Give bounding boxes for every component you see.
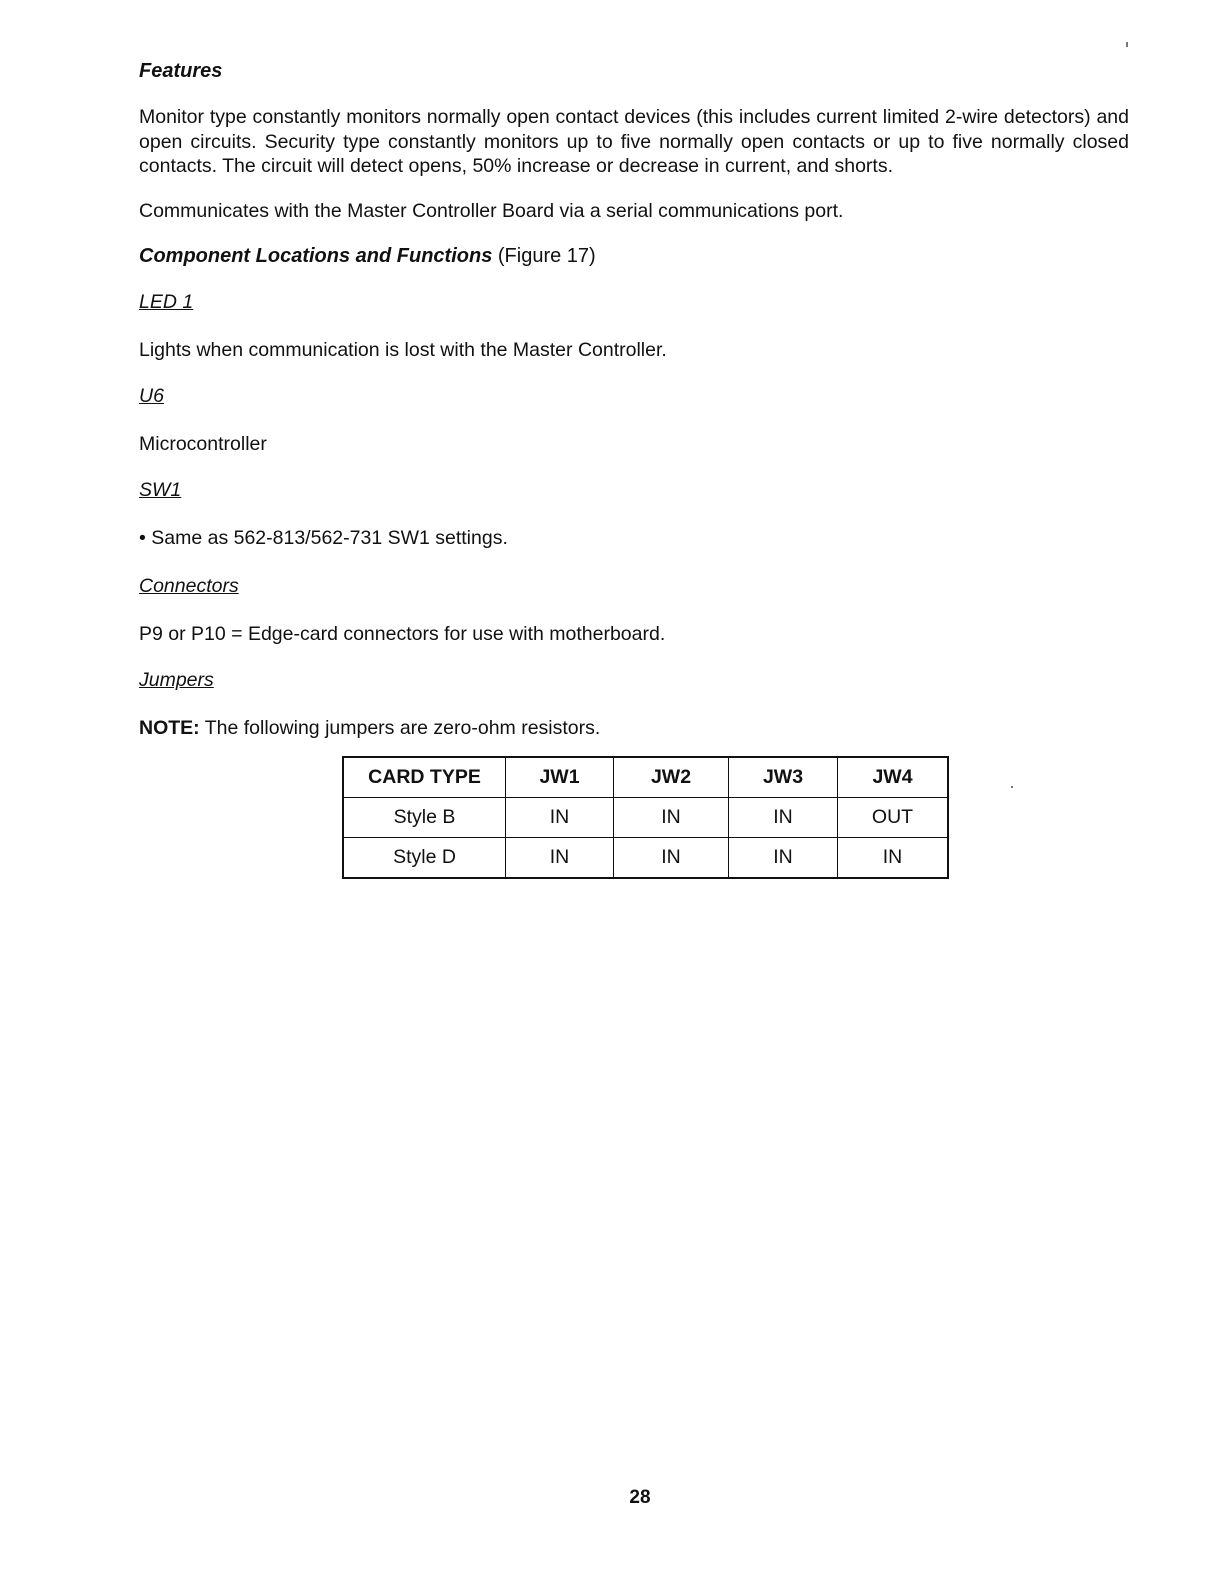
table-header-card-type: CARD TYPE bbox=[343, 757, 506, 798]
table-cell: IN bbox=[614, 838, 729, 879]
table-row bbox=[343, 798, 948, 838]
scan-speck bbox=[1126, 42, 1128, 47]
table-cell: Style B bbox=[343, 798, 506, 838]
sw1-description: • Same as 562-813/562-731 SW1 settings. bbox=[139, 526, 508, 549]
table-cell: IN bbox=[506, 838, 614, 879]
component-section-heading bbox=[139, 245, 1129, 268]
table-header-jw2: JW2 bbox=[614, 757, 729, 798]
page-number: 28 bbox=[629, 1487, 651, 1508]
page-content bbox=[139, 60, 1129, 774]
jumper-table bbox=[342, 756, 949, 879]
u6-label: U6 bbox=[139, 384, 164, 407]
table-cell: OUT bbox=[838, 798, 949, 838]
connectors-label: Connectors bbox=[139, 574, 239, 597]
table-cell: Style D bbox=[343, 838, 506, 879]
table-cell: IN bbox=[614, 798, 729, 838]
table-cell: IN bbox=[838, 838, 949, 879]
component-section-title: Component Locations and Functions bbox=[139, 244, 493, 267]
scan-speck bbox=[1011, 786, 1013, 788]
connectors-description: P9 or P10 = Edge-card connectors for use with motherboard. bbox=[139, 622, 666, 645]
table-cell: IN bbox=[729, 798, 838, 838]
u6-description: Microcontroller bbox=[139, 432, 267, 455]
features-paragraph-1: Monitor type constantly monitors normally open contact devices (this includes current limited 2-wire detectors) and open circuits. Security type constantly monitors up to five normally open contacts or up to five normally closed contacts. The circuit will detect opens, 50% increase or decrease in current, and shorts. bbox=[139, 106, 1129, 177]
note-label: NOTE: bbox=[139, 716, 200, 739]
table-header-jw3: JW3 bbox=[729, 757, 838, 798]
features-paragraph-2: Communicates with the Master Controller Board via a serial communications port. bbox=[139, 199, 844, 222]
table-header-row bbox=[343, 757, 948, 798]
jumpers-label: Jumpers bbox=[139, 668, 214, 691]
table-header-jw4: JW4 bbox=[838, 757, 949, 798]
sw1-label: SW1 bbox=[139, 478, 182, 501]
led1-label: LED 1 bbox=[139, 290, 194, 313]
note-line bbox=[139, 716, 1129, 740]
table-row bbox=[343, 838, 948, 879]
table-cell: IN bbox=[729, 838, 838, 879]
features-heading: Features bbox=[139, 60, 223, 82]
figure-reference: (Figure 17) bbox=[497, 244, 596, 267]
table-cell: IN bbox=[506, 798, 614, 838]
table-header-jw1: JW1 bbox=[506, 757, 614, 798]
note-text: The following jumpers are zero-ohm resistors. bbox=[204, 716, 601, 739]
led1-description: Lights when communication is lost with the Master Controller. bbox=[139, 338, 667, 361]
